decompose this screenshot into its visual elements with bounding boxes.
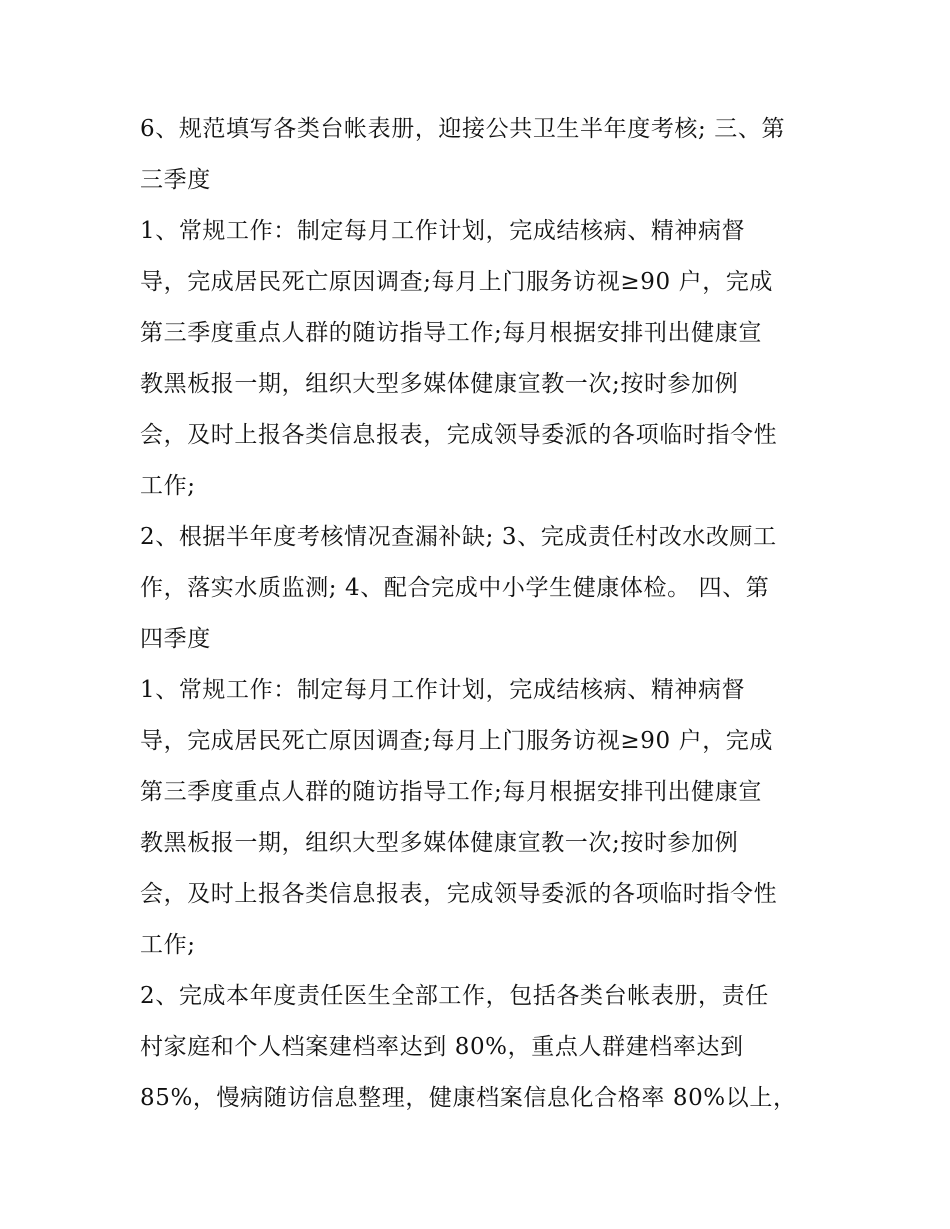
text-line: 教黑板报一期，组织大型多媒体健康宣教一次;按时参加例 [140, 371, 739, 397]
text-line: 会，及时上报各类信息报表，完成领导委派的各项临时指令性 [140, 422, 778, 448]
text-line: 工作; [140, 473, 196, 499]
text-line: 作，落实水质监测; 4、配合完成中小学生健康体检。 四、第 [140, 575, 770, 601]
text-line: 工作; [140, 932, 196, 958]
text-line: 2、根据半年度考核情况查漏补缺; 3、完成责任村改水改厕工 [140, 524, 777, 550]
text-line: 1、常规工作：制定每月工作计划，完成结核病、精神病督 [140, 677, 746, 703]
text-line: 2、完成本年度责任医生全部工作，包括各类台帐表册，责任 [140, 983, 769, 1009]
text-line: 教黑板报一期，组织大型多媒体健康宣教一次;按时参加例 [140, 830, 739, 856]
text-line: 三季度 [140, 167, 211, 193]
text-line: 村家庭和个人档案建档率达到 80%，重点人群建档率达到 [140, 1034, 744, 1060]
document-body [140, 104, 830, 1124]
text-line: 导，完成居民死亡原因调查;每月上门服务访视≥90 户，完成 [140, 728, 773, 754]
text-line: 会，及时上报各类信息报表，完成领导委派的各项临时指令性 [140, 881, 778, 907]
text-line: 6、规范填写各类台帐表册，迎接公共卫生半年度考核; 三、第 [140, 116, 786, 142]
text-line: 第三季度重点人群的随访指导工作;每月根据安排刊出健康宣 [140, 779, 762, 805]
text-line: 85%，慢病随访信息整理，健康档案信息化合格率 80%以上， [140, 1085, 797, 1111]
text-line: 1、常规工作：制定每月工作计划，完成结核病、精神病督 [140, 218, 746, 244]
text-line: 四季度 [140, 626, 211, 652]
text-line: 导，完成居民死亡原因调查;每月上门服务访视≥90 户，完成 [140, 269, 773, 295]
text-line: 第三季度重点人群的随访指导工作;每月根据安排刊出健康宣 [140, 320, 762, 346]
